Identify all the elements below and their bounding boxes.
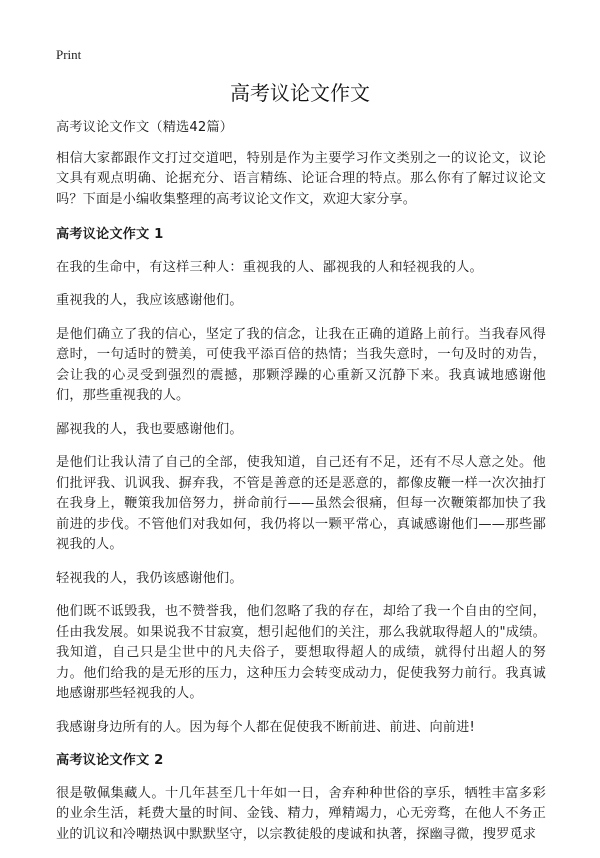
print-label: Print: [56, 47, 82, 62]
paragraph: 重视我的人，我应该感谢他们。: [56, 293, 243, 308]
paragraph: 是他们确立了我的信心，坚定了我的信念，让我在正确的道路上前行。当我春风得意时，一句适时的赞美，可使我平添百倍的热情；当我失意时，一句及时的劝告，会让我的心灵受到强烈的震撼，那颗浮躁的心重新又沉静下来。我真诚地感谢他们，那些重视我的人。: [56, 326, 546, 403]
paragraph: 在我的生命中，有这样三种人：重视我的人、鄙视我的人和轻视我的人。: [56, 259, 483, 275]
article-body: [56, 118, 546, 858]
intro-paragraph: 相信大家都跟作文打过交道吧，特别是作为主要学习作文类别之一的议论文，议论文具有观点明确、论据充分、语言精练、论证合理的特点。那么你有了解过议论文吗？下面是小编收集整理的高考议论文作文，欢迎大家分享。: [56, 150, 546, 207]
paragraph: 鄙视我的人，我也要感谢他们。: [56, 421, 243, 437]
paragraph: 我感谢身边所有的人。因为每个人都在促使我不断前进、前进、向前进!: [56, 719, 475, 735]
section-heading: 高考议论文作文 1: [56, 227, 164, 242]
article-subtitle: 高考议论文作文（精选42篇）: [56, 120, 234, 135]
paragraph: 是他们让我认清了自己的全部，使我知道，自己还有不足，还有不尽人意之处。他们批评我、讥讽我、摒弃我，不管是善意的还是恶意的，都像皮鞭一样一次次抽打在我身上，鞭策我加倍努力，拼命前行——虽然会很痛，但每一次鞭策都加快了我前进的步伐。不管他们对我如何，我仍将以一颗平常心，真诚感谢他们——那些鄙视我的人。: [56, 455, 546, 552]
paragraph: 很是敬佩集藏人。十几年甚至几十年如一日，舍弃种种世俗的享乐，牺牲丰富多彩的业余生活，耗费大量的时间、金钱、精力，殚精竭力，心无旁骛，在他人不务正业的讥议和冷嘲热讽中默默坚守，以宗教徒般的虔诚和执著，探幽寻微，搜罗觅求: [56, 785, 546, 842]
paragraph: 轻视我的人，我仍该感谢他们。: [56, 570, 243, 586]
paragraph: 他们既不诋毁我，也不赞誉我，他们忽略了我的存在，却给了我一个自由的空间，任由我发展。如果说我不甘寂寞，想引起他们的关注，那么我就取得超人的"成绩。我知道，自己只是尘世中的凡夫俗子，要想取得超人的成绩，就得付出超人的努力。他们给我的是无形的压力，这种压力会转变成动力，促使我努力前行。我真诚地感谢那些轻视我的人。: [56, 604, 546, 701]
section-heading: 高考议论文作文 2: [56, 753, 164, 768]
page-title: 高考议论文作文: [230, 81, 370, 105]
